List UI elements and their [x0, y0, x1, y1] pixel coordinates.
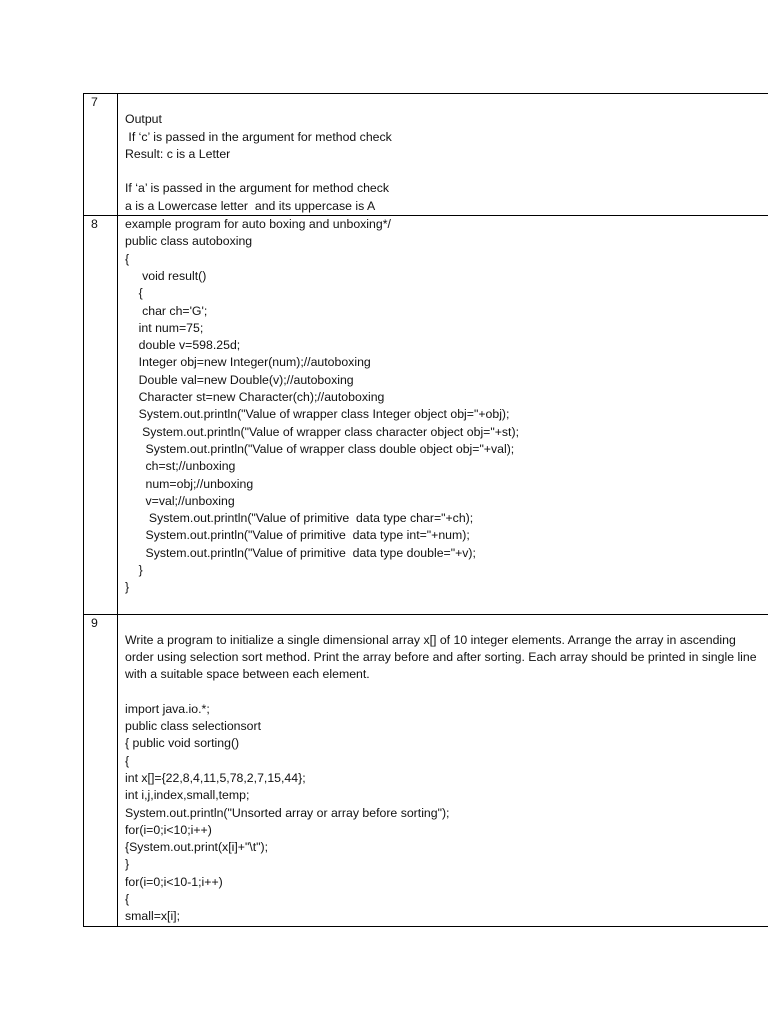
- text-line: int x[]={22,8,4,11,5,78,2,7,15,44};: [125, 770, 306, 785]
- table-row-7: [84, 94, 768, 216]
- text-line: a is a Lowercase letter and its uppercase is A: [125, 198, 376, 213]
- text-line: }: [125, 580, 130, 595]
- text-line: small=x[i];: [125, 909, 181, 924]
- text-line: public class autoboxing: [125, 234, 253, 249]
- question-text: Write a program to initialize a single dimensional array x[] of 10 integer elements. Arrange the array in ascending order using selection sort method. Print the array before and after sorting. Each array should be printed in single line with a suitable space between each element.: [125, 632, 757, 682]
- row-number-cell: [84, 614, 118, 926]
- text-line: double v=598.25d;: [125, 338, 241, 353]
- text-line: Integer obj=new Integer(num);//autoboxing: [125, 355, 371, 370]
- text-line: System.out.println("Value of wrapper class Integer object obj="+obj);: [125, 407, 510, 422]
- text-line: System.out.println("Value of primitive data type double="+v);: [125, 545, 476, 560]
- row-content-cell: [118, 216, 768, 615]
- row-number: 9: [91, 615, 98, 630]
- text-line: public class selectionsort: [125, 719, 262, 734]
- text-line: System.out.println("Value of wrapper class character object obj="+st);: [125, 424, 519, 439]
- text-line: [125, 163, 768, 180]
- text-line: int i,j,index,small,temp;: [125, 788, 250, 803]
- row-content-cell: [118, 614, 768, 926]
- text-line: ch=st;//unboxing: [125, 459, 236, 474]
- text-line: System.out.println("Value of primitive data type int="+num);: [125, 528, 470, 543]
- text-line: {: [125, 753, 130, 768]
- text-line: If ‘a’ is passed in the argument for method check: [125, 181, 390, 196]
- text-line: Output: [125, 112, 162, 127]
- text-line: for(i=0;i<10-1;i++): [125, 874, 223, 889]
- table-row-9: [84, 614, 768, 926]
- text-line: {: [125, 286, 143, 301]
- text-line: Double val=new Double(v);//autoboxing: [125, 372, 354, 387]
- blank-line: [125, 684, 768, 701]
- text-line: Character st=new Character(ch);//autoboxing: [125, 390, 385, 405]
- text-line: System.out.println("Unsorted array or array before sorting");: [125, 805, 450, 820]
- text-line: System.out.println("Value of wrapper class double object obj="+val);: [125, 441, 515, 456]
- text-line: import java.io.*;: [125, 701, 210, 716]
- text-line: [125, 94, 768, 111]
- text-line: { public void sorting(): [125, 736, 240, 751]
- text-line: void result(): [125, 268, 207, 283]
- row-number-cell: [84, 216, 118, 615]
- row-number-cell: [84, 94, 118, 216]
- row-number: 8: [91, 217, 98, 232]
- text-line: }: [125, 563, 143, 578]
- text-line: If ‘c’ is passed in the argument for method check: [125, 129, 392, 144]
- table-row-8: [84, 216, 768, 615]
- text-line: }: [125, 857, 130, 872]
- text-line: {: [125, 892, 130, 907]
- row-number: 7: [91, 95, 98, 109]
- text-line: char ch='G';: [125, 303, 208, 318]
- text-line: example program for auto boxing and unboxing*/: [125, 217, 391, 232]
- text-line: v=val;//unboxing: [125, 493, 235, 508]
- document-table: [83, 93, 768, 927]
- text-line: num=obj;//unboxing: [125, 476, 254, 491]
- text-line: for(i=0;i<10;i++): [125, 822, 212, 837]
- text-line: int num=75;: [125, 320, 204, 335]
- text-line: {: [125, 251, 130, 266]
- row-content-cell: [118, 94, 768, 216]
- text-line: System.out.println("Value of primitive data type char="+ch);: [125, 511, 474, 526]
- text-line: {System.out.print(x[i]+"\t");: [125, 840, 269, 855]
- text-line: Result: c is a Letter: [125, 146, 231, 161]
